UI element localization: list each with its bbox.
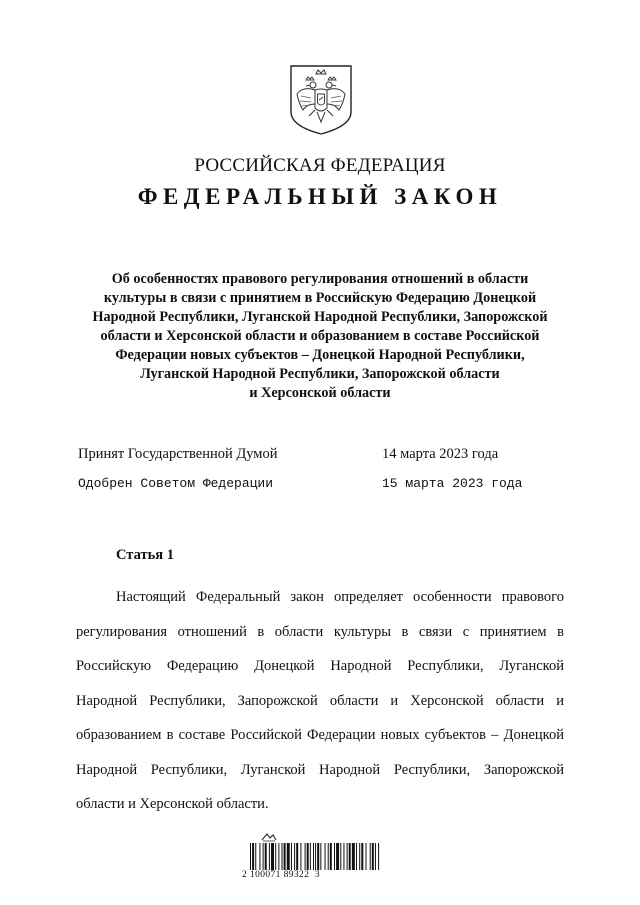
- barcode-bar: [296, 843, 298, 870]
- barcode-bar: [250, 843, 251, 870]
- law-title: [60, 270, 580, 403]
- barcode-bar: [349, 843, 351, 870]
- barcode-bar: [330, 843, 332, 870]
- law-title-line: Луганской Народной Республики, Запорожской области: [140, 366, 500, 382]
- barcode-bar: [370, 843, 371, 870]
- barcode-bar: [284, 843, 286, 870]
- barcode-bar: [375, 843, 376, 870]
- tracking-mark-icon: [261, 832, 277, 842]
- barcode-bar: [359, 843, 360, 870]
- barcode-bar: [334, 843, 335, 870]
- document-type: ФЕДЕРАЛЬНЫЙ ЗАКОН: [137, 184, 503, 209]
- barcode-bar: [275, 843, 276, 870]
- barcode-bar: [378, 843, 379, 870]
- barcode-bar: [317, 843, 319, 870]
- coat-of-arms-icon: [289, 64, 353, 136]
- barcode-bar: [269, 843, 270, 870]
- barcode-bar: [305, 843, 306, 870]
- adopted-label: Принят Государственной Думой: [78, 446, 278, 462]
- barcode-bar: [287, 843, 290, 870]
- barcode-bar: [356, 843, 357, 870]
- article-body: Настоящий Федеральный закон определяет особенности правового регулирования отношений в области культуры в связи с принятием в Российскую Федерацию Донецкой Народной Республики, Луганской Народной Республики, Запорожской области и Херсонской области и образованием в составе Российской Федерации новых субъектов – Донецкой Народной Республики, Луганской Народной Республики, Запорожской области и Херсонской области.: [76, 589, 564, 812]
- barcode-bar: [294, 843, 295, 870]
- barcode-bar: [328, 843, 329, 870]
- law-title-line: культуры в связи с принятием в Российскую Федерацию Донецкой: [103, 290, 537, 306]
- barcode-number: 2 100071 89322 3: [242, 870, 321, 880]
- barcode-bar: [265, 843, 267, 870]
- barcode-bar: [320, 843, 321, 870]
- law-title-line: области и Херсонской области и образованием в составе Российской: [100, 328, 540, 344]
- barcode-bar: [291, 843, 292, 870]
- country-name: РОССИЙСКАЯ ФЕДЕРАЦИЯ: [194, 155, 446, 176]
- barcode-bar: [282, 843, 283, 870]
- barcode-bar: [372, 843, 374, 870]
- barcode-bar: [252, 843, 254, 870]
- barcode-bar: [271, 843, 274, 870]
- barcode-bar: [315, 843, 316, 870]
- barcode-bar: [310, 843, 311, 870]
- law-title-line: Федерации новых субъектов – Донецкой Народной Республики,: [115, 347, 525, 363]
- barcode-bar: [336, 843, 339, 870]
- barcode-bar: [307, 843, 309, 870]
- barcode-bar: [366, 843, 367, 870]
- approved-date: 15 марта 2023 года: [382, 476, 523, 491]
- barcode-bar: [352, 843, 355, 870]
- adoption-row: [78, 446, 558, 463]
- adopted-date: 14 марта 2023 года: [382, 446, 499, 462]
- barcode-bar: [347, 843, 348, 870]
- barcode-bar: [361, 843, 363, 870]
- barcode-bar: [313, 843, 314, 870]
- barcode-bar: [325, 843, 326, 870]
- barcode-bar: [343, 843, 344, 870]
- barcode-bar: [300, 843, 301, 870]
- approved-label: Одобрен Советом Федерации: [78, 476, 274, 491]
- law-title-line: и Херсонской области: [249, 385, 391, 401]
- barcode-icon: [250, 843, 384, 870]
- law-title-line: Об особенностях правового регулирования отношений в области: [111, 271, 529, 287]
- article-heading: Статья 1: [116, 547, 174, 563]
- barcode-bar: [255, 843, 256, 870]
- barcode-bar: [259, 843, 260, 870]
- barcode-bar: [340, 843, 341, 870]
- law-title-line: Народной Республики, Луганской Народной Республики, Запорожской: [92, 309, 548, 325]
- barcode-bar: [278, 843, 279, 870]
- approval-row: [78, 476, 558, 491]
- barcode-bar: [263, 843, 264, 870]
